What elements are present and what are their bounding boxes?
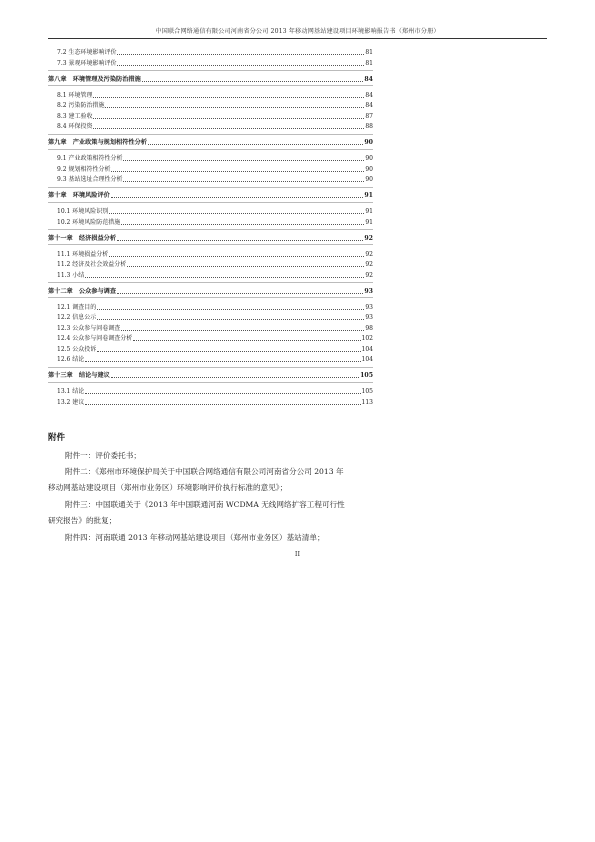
toc-dot-leader — [111, 171, 364, 172]
toc-entry-title: 11.2 经济及社会效益分析 — [57, 261, 127, 268]
toc-entry-title: 10.2 环境风险防范措施 — [57, 218, 121, 226]
annex-item-3-line-2: 研究报告》的批复； — [48, 516, 117, 525]
toc-dot-leader — [111, 197, 364, 198]
header-rule — [48, 38, 547, 39]
toc-entry-page: 93 — [365, 303, 373, 311]
toc-entry-title: 第十二章 公众参与调查 — [48, 287, 117, 295]
toc-entry-page: 98 — [365, 324, 373, 332]
toc-chapter-entry[interactable] — [48, 75, 373, 84]
annex-item-3-line-1: 附件三：中国联通关于《2013 年中国联通河南 WCDMA 无线网络扩容工程可行性 — [65, 500, 345, 509]
toc-entry-page: 81 — [365, 49, 373, 56]
toc-entry-page: 91 — [365, 218, 373, 226]
toc-section-entry[interactable] — [48, 303, 373, 312]
toc-dot-leader — [121, 224, 364, 225]
toc-entry-page: 84 — [365, 91, 373, 99]
toc-entry-title: 8.1 环境管理 — [57, 91, 93, 99]
toc-separator — [48, 85, 373, 86]
toc-entry-page: 104 — [361, 345, 373, 353]
toc-dot-leader — [117, 54, 364, 55]
annex-item-4: 附件四：河南联通 2013 年移动网基站建设项目（郑州市业务区）基站清单； — [65, 533, 325, 542]
toc-section-entry[interactable] — [48, 122, 373, 131]
toc-entry-page: 105 — [360, 372, 373, 379]
toc-separator — [48, 282, 373, 283]
toc-separator — [48, 297, 373, 298]
toc-entry-title: 12.1 调查目的 — [57, 303, 97, 311]
toc-entry-title: 12.5 公众投诉 — [57, 345, 97, 353]
toc-entry-page: 90 — [364, 139, 373, 146]
toc-dot-leader — [97, 319, 364, 320]
toc-entry-page: 84 — [364, 75, 373, 83]
toc-entry-page: 104 — [361, 356, 373, 363]
toc-entry-title: 8.4 环保投资 — [57, 123, 93, 130]
toc-section-entry[interactable] — [48, 59, 373, 68]
toc-entry-title: 第十章 环境风险评价 — [48, 192, 110, 199]
toc-section-entry[interactable] — [48, 398, 373, 407]
toc-entry-page: 93 — [364, 287, 373, 295]
toc-dot-leader — [123, 181, 364, 182]
toc-entry-title: 第十一章 经济损益分析 — [48, 234, 117, 242]
toc-entry-title: 12.2 信息公示 — [57, 314, 97, 321]
toc-entry-page: 88 — [365, 123, 373, 130]
annex-item-1: 附件一：评价委托书； — [65, 451, 141, 460]
toc-entry-page: 93 — [365, 314, 373, 321]
toc-entry-title: 11.1 环境损益分析 — [57, 250, 109, 258]
toc-entry-page: 105 — [361, 388, 373, 395]
toc-dot-leader — [85, 393, 360, 394]
toc-section-entry[interactable] — [48, 313, 373, 322]
toc-section-entry[interactable] — [48, 112, 373, 121]
toc-entry-title: 13.1 结论 — [57, 388, 85, 395]
toc-chapter-entry[interactable] — [48, 287, 373, 296]
toc-separator — [48, 134, 373, 135]
toc-entry-title: 8.3 建工验收 — [57, 112, 93, 120]
toc-entry-title: 第十三章 结论与建议 — [48, 372, 110, 379]
toc-dot-leader — [123, 160, 364, 161]
toc-dot-leader — [109, 256, 364, 257]
toc-entry-page: 92 — [365, 271, 373, 279]
toc-entry-page: 90 — [365, 176, 373, 183]
toc-dot-leader — [85, 404, 360, 405]
toc-chapter-entry[interactable] — [48, 371, 373, 380]
toc-dot-leader — [121, 330, 364, 331]
toc-dot-leader — [117, 293, 363, 294]
toc-dot-leader — [117, 65, 364, 66]
toc-entry-title: 13.2 建议 — [57, 398, 85, 406]
toc-entry-page: 92 — [364, 234, 373, 242]
toc-separator — [48, 229, 373, 230]
toc-section-entry[interactable] — [48, 271, 373, 280]
toc-separator — [48, 70, 373, 71]
toc-section-entry[interactable] — [48, 387, 373, 396]
annex-item-2-line-2: 移动网基站建设项目（郑州市业务区）环境影响评价执行标准的意见》； — [48, 483, 288, 492]
toc-section-entry[interactable] — [48, 250, 373, 259]
toc-entry-page: 90 — [365, 155, 373, 162]
toc-entry-title: 9.3 基站选址合理性分析 — [57, 176, 123, 183]
page-header: 中国联合网络通信有限公司河南省分公司 2013 年移动网基站建设项目环境影响报告书（郑州市分册） — [155, 28, 440, 35]
toc-section-entry[interactable] — [48, 48, 373, 57]
toc-dot-leader — [117, 240, 363, 241]
toc-entry-title: 第九章 产业政策与规划相符性分析 — [48, 139, 147, 146]
toc-entry-page: 102 — [361, 335, 373, 342]
toc-entry-page: 90 — [365, 165, 373, 173]
toc-separator — [48, 202, 373, 203]
toc-separator — [48, 187, 373, 188]
toc-entry-page: 81 — [365, 59, 373, 67]
toc-entry-title: 7.2 生态环境影响评价 — [57, 49, 117, 56]
toc-entry-title: 10.1 环境风险识别 — [57, 208, 109, 215]
toc-dot-leader — [127, 266, 364, 267]
toc-entry-title: 12.4 公众参与问卷调查分析 — [57, 335, 133, 342]
toc-section-entry[interactable] — [48, 355, 373, 364]
page-number: II — [294, 550, 301, 558]
toc-entry-page: 84 — [365, 102, 373, 109]
toc-section-entry[interactable] — [48, 154, 373, 163]
toc-entry-page: 91 — [365, 208, 373, 215]
toc-section-entry[interactable] — [48, 101, 373, 110]
toc-dot-leader — [97, 351, 360, 352]
toc-entry-page: 92 — [365, 250, 373, 258]
toc-section-entry[interactable] — [48, 324, 373, 333]
toc-chapter-entry[interactable] — [48, 138, 373, 147]
annex-item-2-line-1: 附件二：《郑州市环境保护局关于中国联合网络通信有限公司河南省分公司 2013 年 — [65, 467, 344, 476]
toc-dot-leader — [93, 97, 364, 98]
toc-section-entry[interactable] — [48, 91, 373, 100]
toc-entry-page: 87 — [365, 112, 373, 120]
toc-dot-leader — [133, 340, 360, 341]
toc-dot-leader — [93, 118, 364, 119]
toc-separator — [48, 149, 373, 150]
toc-entry-title: 7.3 景观环境影响评价 — [57, 59, 117, 67]
toc-chapter-entry[interactable] — [48, 234, 373, 243]
toc-section-entry[interactable] — [48, 260, 373, 269]
toc-separator — [48, 244, 373, 245]
toc-dot-leader — [111, 377, 359, 378]
toc-entry-title: 12.6 结论 — [57, 356, 85, 363]
toc-entry-title: 12.3 公众参与问卷调查 — [57, 324, 121, 332]
toc-dot-leader — [148, 144, 363, 145]
toc-section-entry[interactable] — [48, 334, 373, 343]
toc-section-entry[interactable] — [48, 165, 373, 174]
toc-entry-title: 9.1 产业政策相符性分析 — [57, 155, 123, 162]
toc-entry-page: 92 — [365, 261, 373, 268]
toc-separator — [48, 367, 373, 368]
toc-section-entry[interactable] — [48, 345, 373, 354]
toc-entry-title: 11.3 小结 — [57, 271, 85, 279]
toc-dot-leader — [85, 361, 360, 362]
annex-heading: 附件 — [48, 433, 66, 443]
toc-section-entry[interactable] — [48, 218, 373, 227]
toc-chapter-entry[interactable] — [48, 191, 373, 200]
toc-entry-page: 91 — [364, 192, 373, 199]
toc-section-entry[interactable] — [48, 207, 373, 216]
toc-dot-leader — [105, 107, 364, 108]
toc-dot-leader — [93, 128, 364, 129]
toc-section-entry[interactable] — [48, 175, 373, 184]
toc-dot-leader — [97, 309, 364, 310]
toc-entry-title: 8.2 污染防治措施 — [57, 102, 105, 109]
toc-separator — [48, 382, 373, 383]
toc-entry-page: 113 — [361, 398, 373, 406]
toc-entry-title: 第八章 环境管理及污染防治措施 — [48, 75, 141, 83]
toc-dot-leader — [85, 277, 364, 278]
toc-dot-leader — [109, 213, 364, 214]
toc-dot-leader — [142, 81, 364, 82]
toc-entry-title: 9.2 规划相符性分析 — [57, 165, 111, 173]
